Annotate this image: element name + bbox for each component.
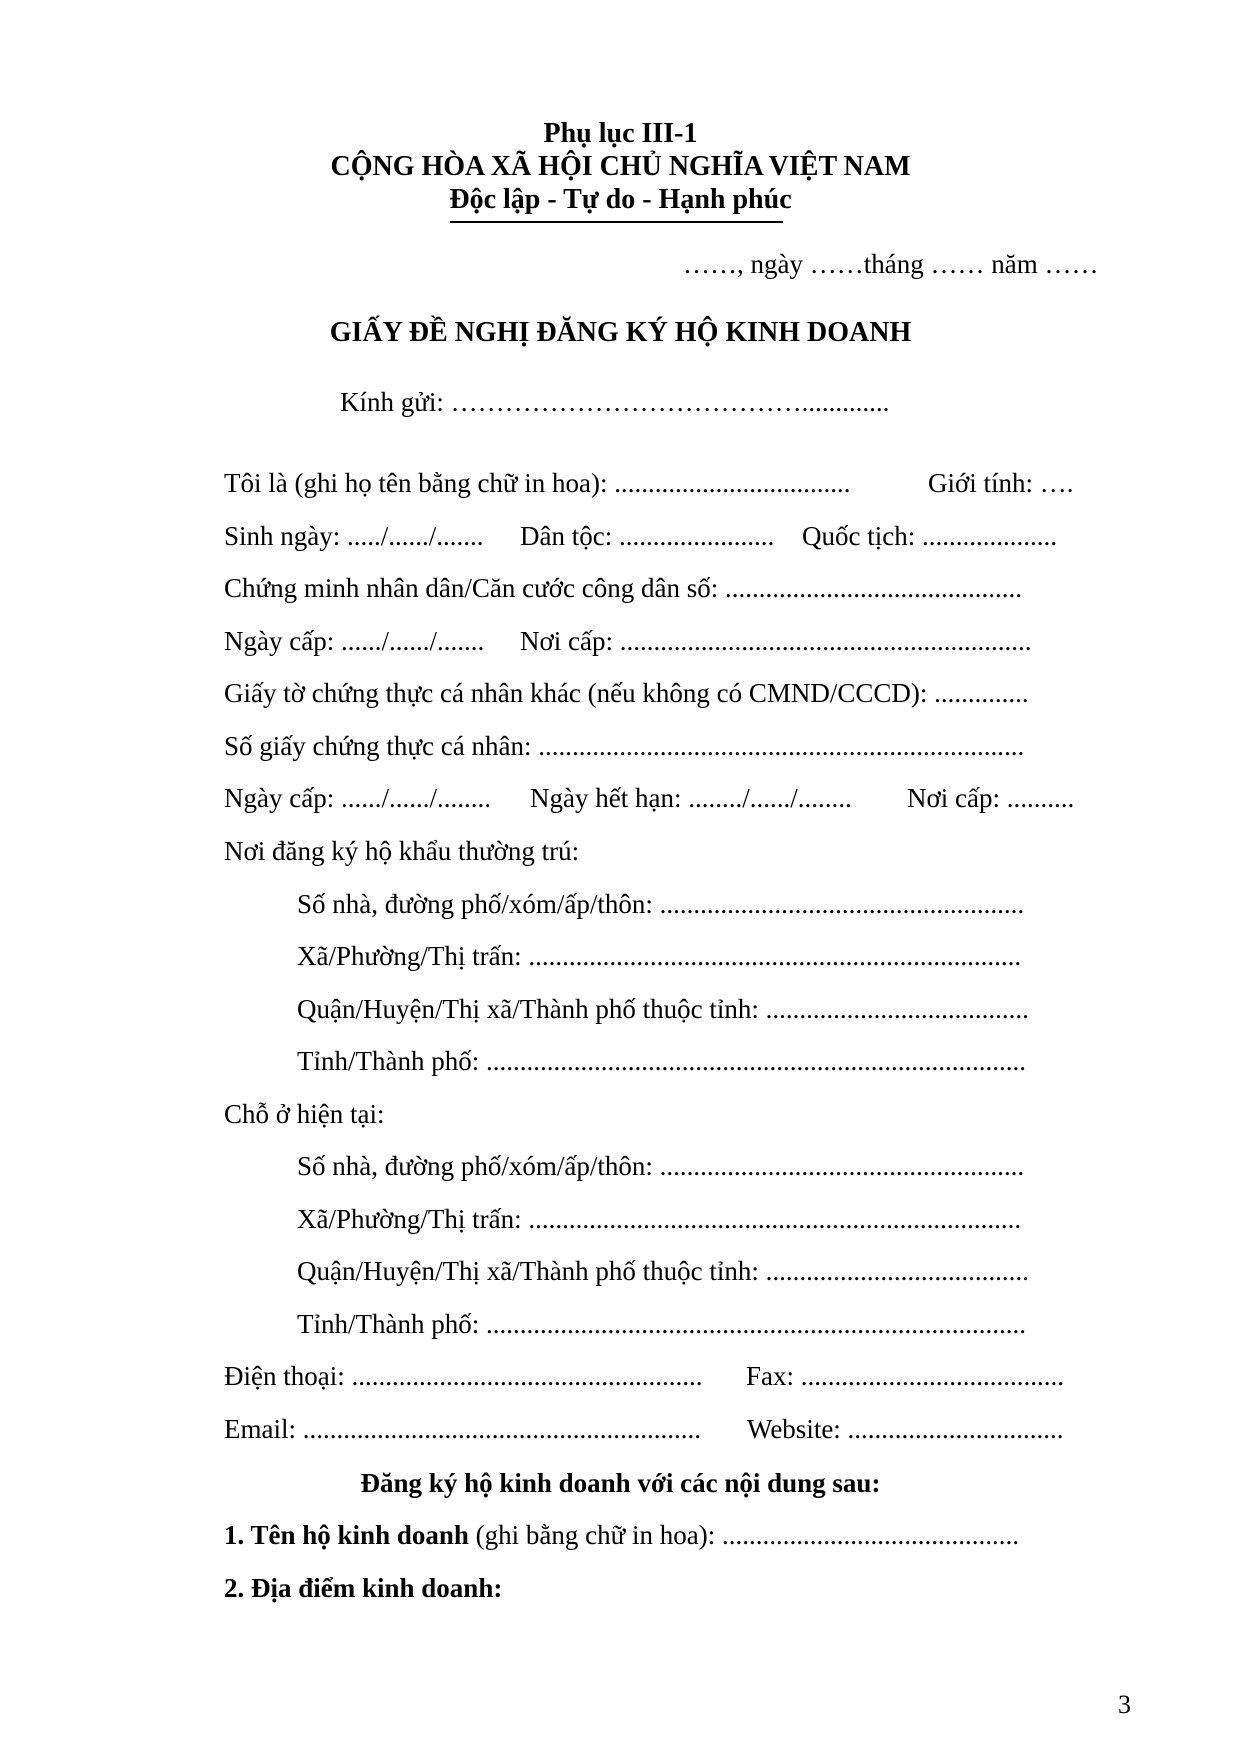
full-name-field[interactable]: Tôi là (ghi họ tên bằng chữ in hoa): ...................................: [224, 468, 851, 498]
birth-row: [224, 521, 1092, 557]
date-line: ……, ngày ……tháng …… năm ……: [683, 249, 1099, 279]
ethnicity-field[interactable]: Dân tộc: .......................: [520, 521, 775, 551]
gender-field[interactable]: Giới tính: ….: [928, 468, 1074, 498]
current-address-heading: Chỗ ở hiện tại:: [224, 1099, 385, 1129]
id-number-field[interactable]: Chứng minh nhân dân/Căn cước công dân số: ............................................: [224, 573, 1022, 603]
business-name-label: 1. Tên hộ kinh doanh: [224, 1520, 469, 1550]
current-street-field[interactable]: Số nhà, đường phố/xóm/ấp/thôn: ......................................................: [297, 1151, 1025, 1181]
registration-heading: Đăng ký hộ kinh doanh với các nội dung sau:: [360, 1468, 881, 1498]
document-number-field[interactable]: Số giấy chứng thực cá nhân: ........................................................................: [224, 731, 1025, 761]
permanent-street-field[interactable]: Số nhà, đường phố/xóm/ấp/thôn: ......................................................: [297, 889, 1025, 919]
document-issue-place-field[interactable]: Nơi cấp: ..........: [907, 783, 1075, 813]
document-issue-row: [224, 783, 1092, 819]
recipient-line: Kính gửi: ………………………………….............: [340, 387, 890, 417]
document-expiry-field[interactable]: Ngày hết hạn: ......../....../........: [530, 783, 852, 813]
other-document-field[interactable]: Giấy tờ chứng thực cá nhân khác (nếu không có CMND/CCCD): ..............: [224, 678, 1029, 708]
id-issue-place-field[interactable]: Nơi cấp: .............................................................: [520, 626, 1032, 656]
permanent-ward-field[interactable]: Xã/Phường/Thị trấn: .........................................................................: [297, 941, 1022, 971]
phone-field[interactable]: Điện thoại: ....................................................: [224, 1361, 703, 1391]
document-issue-date-field[interactable]: Ngày cấp: ....../....../........: [224, 783, 491, 813]
nation-heading: CỘNG HÒA XÃ HỘI CHỦ NGHĨA VIỆT NAM: [330, 151, 911, 182]
motto: Độc lập - Tự do - Hạnh phúc: [449, 184, 792, 215]
business-name-field[interactable]: (ghi bằng chữ in hoa): ............................................: [468, 1520, 1019, 1550]
appendix-label: Phụ lục III-1: [543, 118, 698, 149]
current-province-field[interactable]: Tỉnh/Thành phố: ................................................................................: [297, 1309, 1026, 1339]
fax-field[interactable]: Fax: .......................................: [746, 1361, 1065, 1391]
motto-underline: [450, 221, 783, 223]
name-row: [224, 468, 1092, 504]
permanent-province-field[interactable]: Tỉnh/Thành phố: ................................................................................: [297, 1046, 1026, 1076]
current-ward-field[interactable]: Xã/Phường/Thị trấn: .........................................................................: [297, 1204, 1022, 1234]
website-field[interactable]: Website: ................................: [747, 1414, 1064, 1444]
business-name-row: [224, 1520, 1092, 1551]
page-number: 3: [1118, 1690, 1131, 1719]
current-district-field[interactable]: Quận/Huyện/Thị xã/Thành phố thuộc tỉnh: .......................................: [297, 1256, 1029, 1286]
id-issue-row: [224, 626, 1092, 662]
email-website-row: [224, 1414, 1092, 1450]
form-title: GIẤY ĐỀ NGHỊ ĐĂNG KÝ HỘ KINH DOANH: [329, 317, 912, 348]
phone-fax-row: [224, 1361, 1092, 1397]
email-field[interactable]: Email: ...........................................................: [224, 1414, 701, 1444]
business-location-label: 2. Địa điểm kinh doanh:: [224, 1573, 503, 1603]
date-of-birth-field[interactable]: Sinh ngày: ...../....../.......: [224, 521, 484, 551]
nationality-field[interactable]: Quốc tịch: ....................: [802, 521, 1057, 551]
id-issue-date-field[interactable]: Ngày cấp: ....../....../.......: [224, 626, 485, 656]
permanent-address-heading: Nơi đăng ký hộ khẩu thường trú:: [224, 836, 580, 866]
permanent-district-field[interactable]: Quận/Huyện/Thị xã/Thành phố thuộc tỉnh: .......................................: [297, 994, 1029, 1024]
